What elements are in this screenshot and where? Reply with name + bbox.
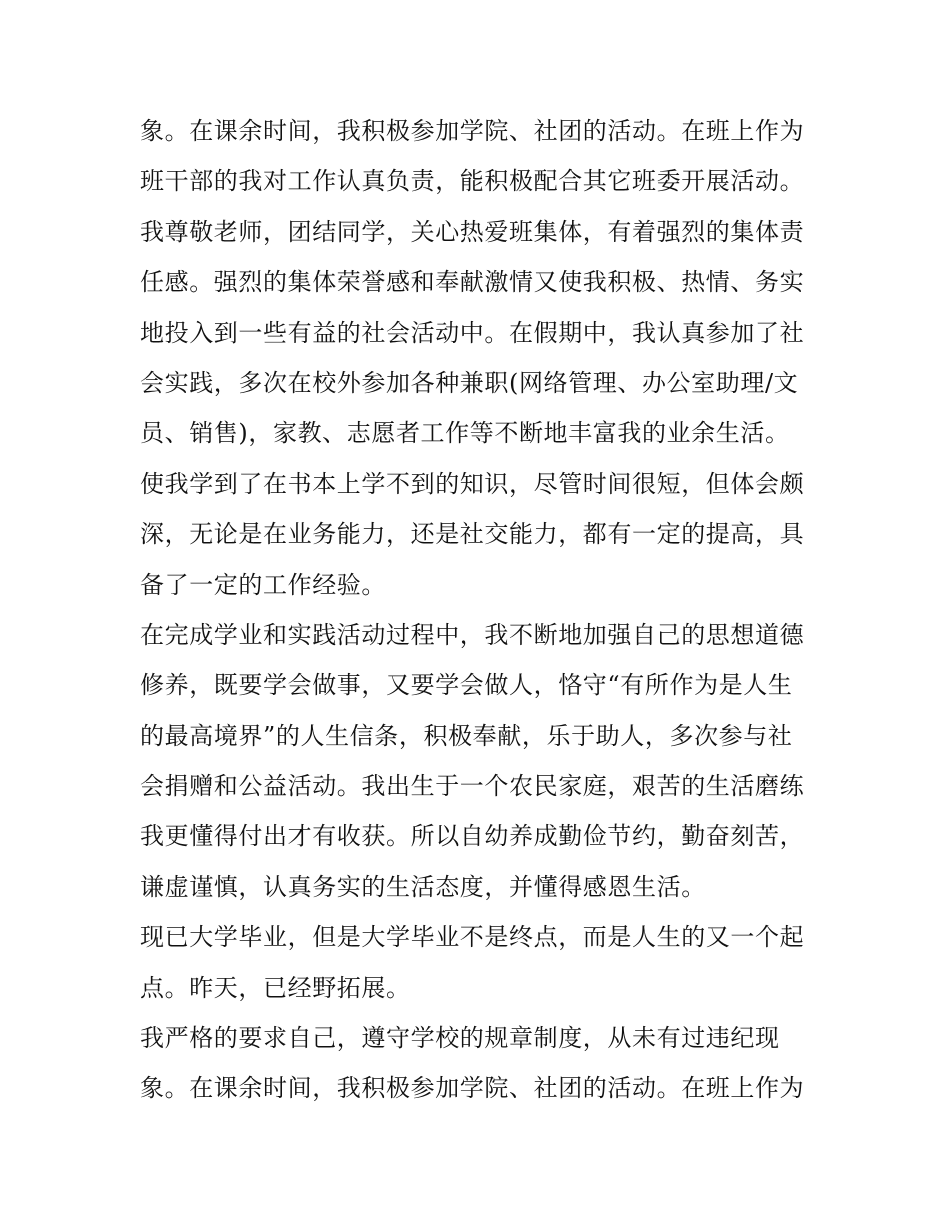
text-line: 修养，既要学会做事，又要学会做人，恪守“有所作为是人生 [140, 671, 793, 700]
text-line: 我更懂得付出才有收获。所以自幼养成勤俭节约，勤奋刻苦， [140, 822, 805, 851]
text-line: 备了一定的工作经验。 [140, 570, 386, 599]
text-line: 在完成学业和实践活动过程中，我不断地加强自己的思想道德 [140, 620, 805, 649]
text-line: 班干部的我对工作认真负责，能积极配合其它班委开展活动。 [140, 167, 805, 196]
text-line: 谦虚谨慎，认真务实的生活态度，并懂得感恩生活。 [140, 872, 706, 901]
text-line: 会实践，多次在校外参加各种兼职(网络管理、办公室助理/文 [140, 368, 799, 397]
text-line: 会捐赠和公益活动。我出生于一个农民家庭，艰苦的生活磨练 [140, 772, 805, 801]
text-line: 的最高境界”的人生信条，积极奉献，乐于助人，多次参与社 [140, 721, 793, 750]
text-line: 深，无论是在业务能力，还是社交能力，都有一定的提高，具 [140, 520, 805, 549]
text-line: 任感。强烈的集体荣誉感和奉献激情又使我积极、热情、务实 [140, 268, 805, 297]
text-line: 地投入到一些有益的社会活动中。在假期中，我认真参加了社 [140, 318, 805, 347]
text-line: 现已大学毕业，但是大学毕业不是终点，而是人生的又一个起 [140, 923, 805, 952]
text-line: 象。在课余时间，我积极参加学院、社团的活动。在班上作为 [140, 1074, 805, 1103]
text-line: 点。昨天，已经野拓展。 [140, 973, 411, 1002]
text-line: 使我学到了在书本上学不到的知识，尽管时间很短，但体会颇 [140, 469, 805, 498]
document-body [140, 106, 830, 1114]
text-line: 我尊敬老师，团结同学，关心热爱班集体，有着强烈的集体责 [140, 217, 805, 246]
text-line: 象。在课余时间，我积极参加学院、社团的活动。在班上作为 [140, 117, 805, 145]
text-line: 员、销售)，家教、志愿者工作等不断地丰富我的业余生活。 [140, 419, 790, 448]
text-line: 我严格的要求自己，遵守学校的规章制度，从未有过违纪现 [140, 1024, 780, 1053]
